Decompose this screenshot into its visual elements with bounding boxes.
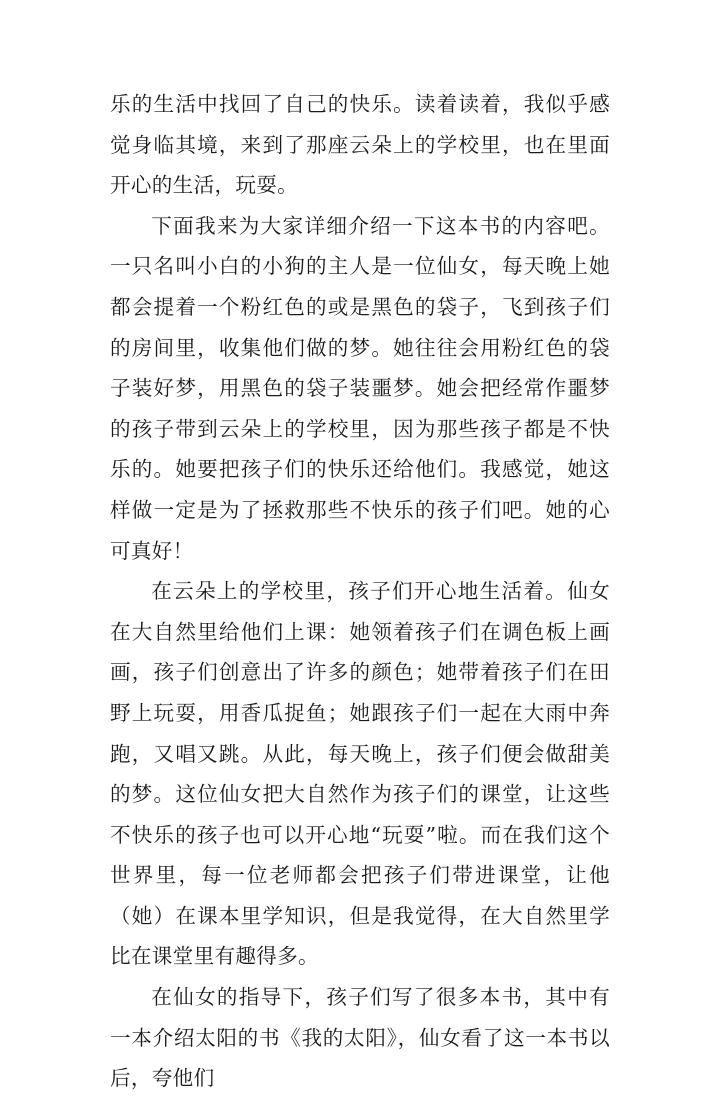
- paragraph-3: 在云朵上的学校里，孩子们开心地生活着。仙女在大自然里给他们上课：她领着孩子们在调色板上画画，孩子们创意出了许多的颜色；她带着孩子们在田野上玩耍，用香瓜捉鱼；她跟孩子们一起在大雨中奔跑，又唱又跳。从此，每天晚上，孩子们便会做甜美的梦。这位仙女把大自然作为孩子们的课堂，让这些不快乐的孩子也可以开心地“玩耍”啦。而在我们这个世界里，每一位老师都会把孩子们带进课堂，让他（她）在课本里学知识，但是我觉得，在大自然里学比在课堂里有趣得多。: [110, 579, 610, 969]
- paragraph-4: 在仙女的指导下，孩子们写了很多本书，其中有一本介绍太阳的书《我的太阳》，仙女看了这一本书以后，夸他们: [110, 985, 610, 1091]
- paragraph-2: 下面我来为大家详细介绍一下这本书的内容吧。一只名叫小白的小狗的主人是一位仙女，每天晚上她都会提着一个粉红色的或是黑色的袋子，飞到孩子们的房间里，收集他们做的梦。她往往会用粉红色的袋子装好梦，用黑色的袋子装噩梦。她会把经常作噩梦的孩子带到云朵上的学校里，因为那些孩子都是不快乐的。她要把孩子们的快乐还给他们。我感觉，她这样做一定是为了拯救那些不快乐的孩子们吧。她的心可真好！: [110, 213, 610, 563]
- document-page: [110, 84, 610, 1099]
- paragraph-1: 乐的生活中找回了自己的快乐。读着读着，我似乎感觉身临其境，来到了那座云朵上的学校里，也在里面开心的生活，玩耍。: [110, 92, 610, 198]
